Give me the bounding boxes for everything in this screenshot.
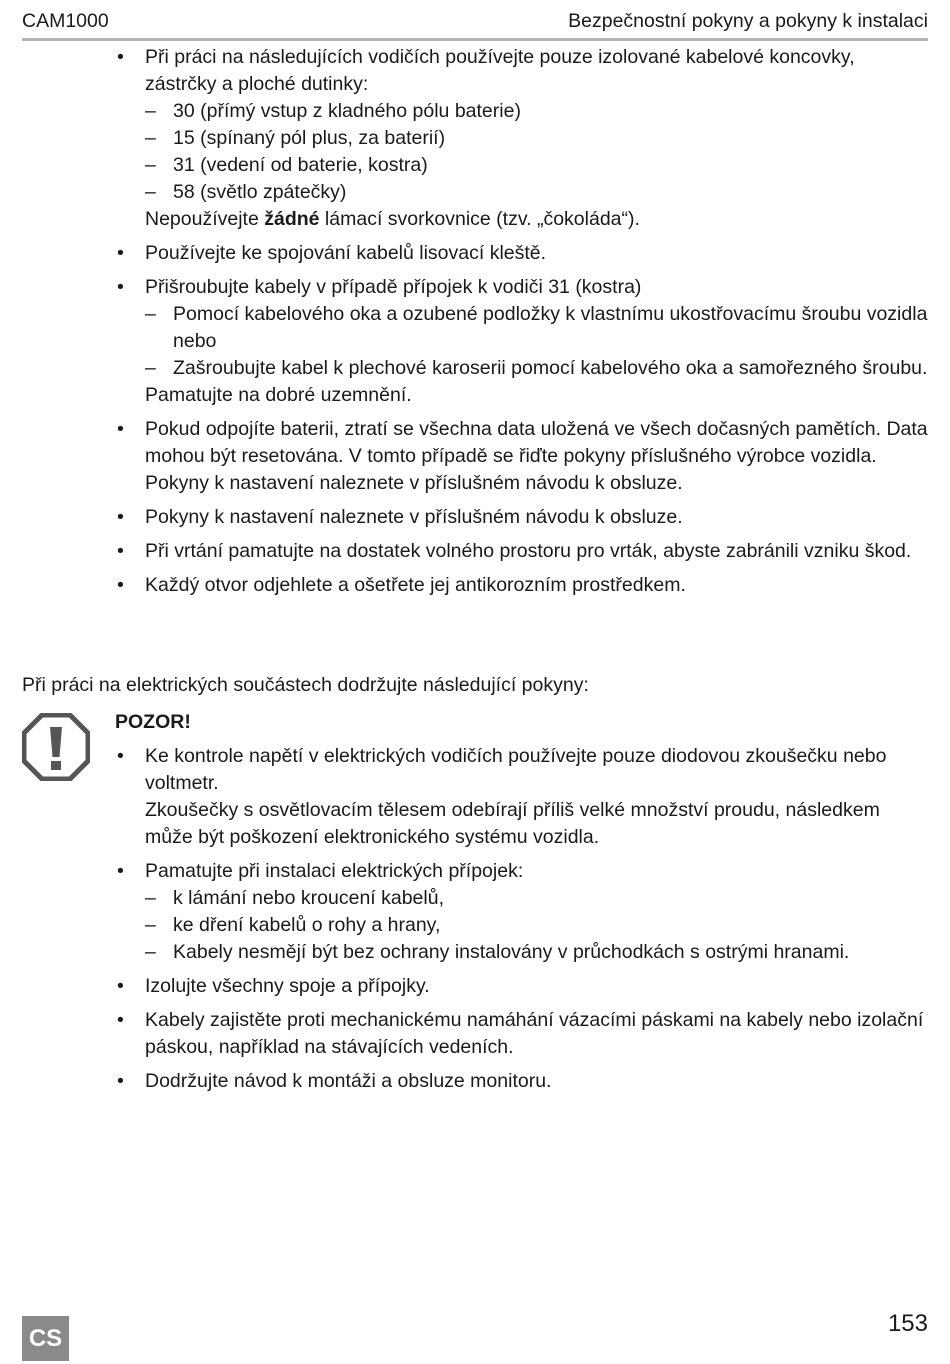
list-item-text: • Pamatujte při instalaci elektrických přípojek:: [145, 860, 524, 882]
list-item-text: • Kabely zajistěte proti mechanickému namáhání vázacími páskami na kabely nebo izolační páskou, například na stávajících vedeních.: [145, 1009, 924, 1058]
warning-title: POZOR!: [115, 711, 191, 733]
section-title: Bezpečnostní pokyny a pokyny k instalaci: [568, 10, 928, 32]
dash-item: – 15 (spínaný pól plus, za baterií): [145, 125, 930, 152]
list-item: [115, 416, 930, 497]
list-item: [115, 858, 930, 966]
list-item-text: • Ke kontrole napětí v elektrických vodičích používejte pouze diodovou zkoušečku nebo voltmetr.: [145, 745, 887, 794]
note-emphasis: žádné: [264, 208, 320, 230]
list-item-text: • Každý otvor odjehlete a ošetřete jej antikorozním prostředkem.: [145, 574, 686, 596]
list-item: [115, 274, 930, 409]
dash-item: – ke dření kabelů o rohy a hrany,: [145, 912, 930, 939]
page-header: [22, 8, 928, 41]
language-badge: CS: [22, 1316, 69, 1361]
dash-item: – Pomocí kabelového oka a ozubené podložky k vlastnímu ukostřovacímu šroubu vozidla nebo: [145, 301, 930, 355]
list-item: [115, 572, 930, 599]
list-item: [115, 44, 930, 233]
list-item: [115, 240, 930, 267]
exclamation-octagon-icon: [22, 713, 90, 781]
warning-list: [115, 743, 930, 1102]
list-item: [115, 743, 930, 851]
list-item: [115, 504, 930, 531]
list-item-text: • Izolujte všechny spoje a přípojky.: [145, 975, 430, 997]
note-text: Nepoužívejte: [145, 208, 265, 230]
dash-item: – k lámání nebo kroucení kabelů,: [145, 885, 930, 912]
dash-item: – Zašroubujte kabel k plechové karoserii pomocí kabelového oka a samořezného šroubu.: [145, 355, 930, 382]
dash-item: – 58 (světlo zpátečky): [145, 179, 930, 206]
list-item-text: • Přišroubujte kabely v případě přípojek k vodiči 31 (kostra): [145, 276, 642, 298]
dash-item: – 31 (vedení od baterie, kostra): [145, 152, 930, 179]
list-item-text: • Pokyny k nastavení naleznete v příslušném návodu k obsluze.: [145, 506, 683, 528]
document-title: CAM1000: [22, 10, 109, 32]
list-item: [115, 1007, 930, 1061]
instructions-list: [115, 44, 930, 606]
list-item: [115, 973, 930, 1000]
dash-item: – 30 (přímý vstup z kladného pólu baterie): [145, 98, 930, 125]
list-item: [115, 538, 930, 565]
electrical-intro: Při práci na elektrických součástech dodržujte následující pokyny:: [22, 674, 589, 696]
page-number: 153: [887, 1310, 928, 1337]
list-item-text: • Pokud odpojíte baterii, ztratí se všechna data uložená ve všech dočasných pamětích. Data mohou být resetována. V tomto případě se řiďte pokyny příslušného výrobce vozidla. Pokyny k nastavení naleznete v příslušném návodu k obsluze.: [145, 418, 928, 494]
note-text: lámací svorkovnice (tzv. „čokoláda“).: [319, 208, 640, 230]
list-item: [115, 1068, 930, 1095]
list-item-text: • Při vrtání pamatujte na dostatek volného prostoru pro vrták, abyste zabránili vzniku škod.: [145, 540, 912, 562]
list-item-note: [145, 206, 930, 233]
list-item-note: Zkoušečky s osvětlovacím tělesem odebírají příliš velké množství proudu, následkem může být poškození elektronického systému vozidla.: [145, 799, 880, 848]
list-item-text: • Používejte ke spojování kabelů lisovací kleště.: [145, 242, 547, 264]
list-item-text: • Dodržujte návod k montáži a obsluze monitoru.: [145, 1070, 552, 1092]
list-item-note: Pamatujte na dobré uzemnění.: [145, 384, 412, 406]
list-item-text: • Při práci na následujících vodičích používejte pouze izolované kabelové koncovky, zástrčky a ploché dutinky:: [145, 46, 855, 95]
dash-item: – Kabely nesmějí být bez ochrany instalovány v průchodkách s ostrými hranami.: [145, 939, 930, 966]
